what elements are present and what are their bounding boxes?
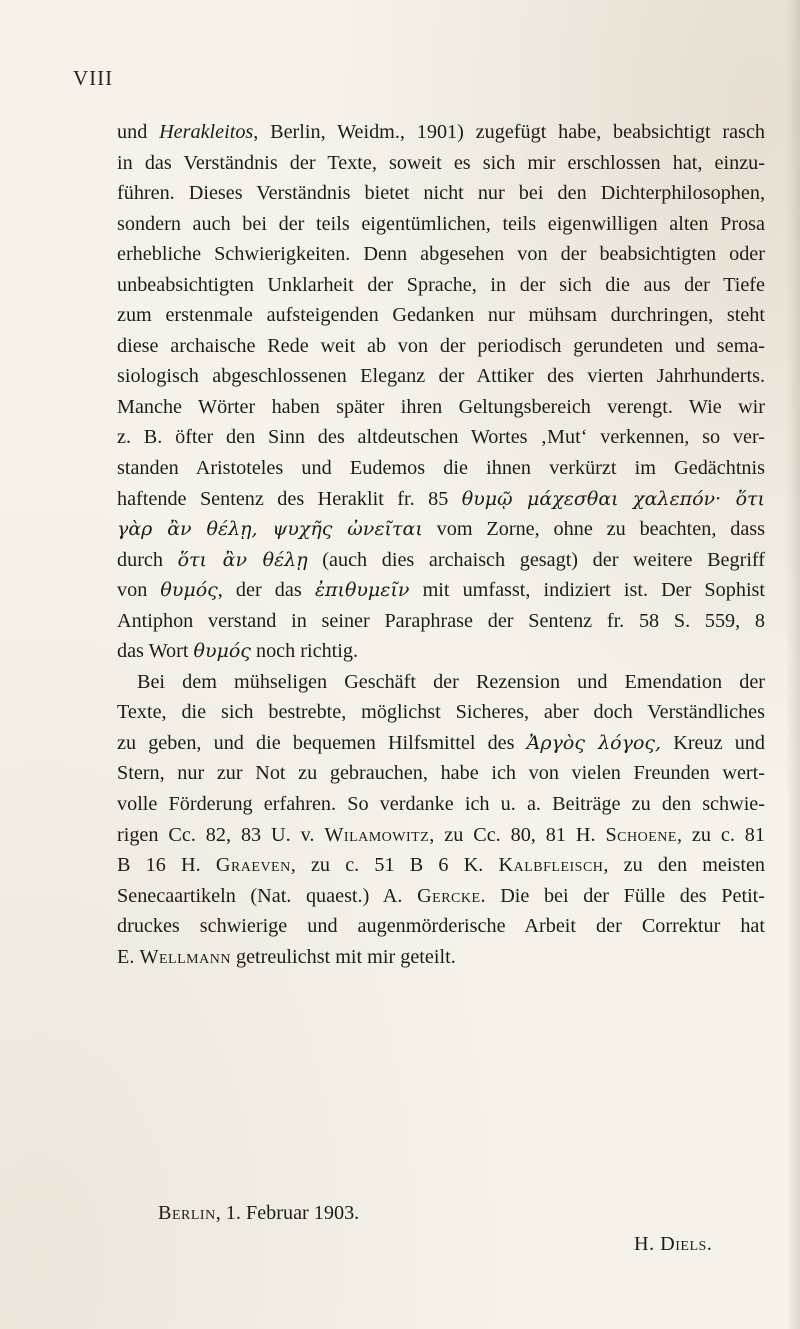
text-run: , zu c. 81 bbox=[676, 823, 765, 846]
text-run: durch bbox=[117, 548, 178, 571]
text-line: standen Aristoteles und Eudemos die ihnen verkürzt im Gedächtnis bbox=[117, 457, 765, 480]
text-run: mit umfasst, indiziert ist. Der Sophist bbox=[409, 579, 766, 602]
text-run: vom Zorne, ohne zu beachten, dass bbox=[422, 518, 765, 541]
greek-word: θυμός bbox=[193, 640, 251, 663]
text-line bbox=[117, 545, 765, 576]
text-line bbox=[117, 484, 765, 515]
person-name: Schoene bbox=[605, 823, 677, 846]
text-line bbox=[117, 820, 765, 851]
text-line: in das Verständnis der Texte, soweit es sich mir erschlossen hat, einzu- bbox=[117, 151, 765, 174]
text-line: druckes schwierige und augenmörderische Arbeit der Correktur hat bbox=[117, 915, 765, 938]
text-line bbox=[117, 728, 765, 759]
text-line: diese archaische Rede weit ab von der periodisch gerundeten und sema- bbox=[117, 334, 765, 357]
person-name: Kalbfleisch bbox=[498, 854, 604, 877]
text-run: (auch dies archaisch gesagt) der weitere Begriff bbox=[307, 548, 766, 571]
text-run: , zu Cc. 80, 81 H. bbox=[429, 823, 606, 846]
text-line: unbeabsichtigten Unklarheit der Sprache, in der sich die aus der Tiefe bbox=[117, 273, 765, 296]
text-line bbox=[117, 117, 765, 148]
text-run: zu geben, und die bequemen Hilfsmittel des bbox=[117, 731, 527, 754]
text-run: E. bbox=[117, 945, 140, 968]
text-line bbox=[117, 942, 765, 973]
text-run: das Wort bbox=[117, 640, 194, 663]
greek-quote: θυμῷ μάχεσθαι χαλεπόν· ὅτι bbox=[461, 487, 765, 510]
text-line: volle Förderung erfahren. So verdanke ich u. a. Beiträge zu den schwie- bbox=[117, 793, 765, 816]
text-run: B 16 H. bbox=[117, 854, 216, 877]
author-signature: H. Diels. bbox=[634, 1233, 713, 1255]
text-run: , zu c. 51 B 6 K. bbox=[290, 854, 499, 877]
person-name: Gercke bbox=[417, 884, 481, 907]
text-line bbox=[117, 881, 765, 912]
text-run: getreulichst mit mir geteilt. bbox=[230, 945, 456, 968]
page-edge-shadow bbox=[786, 0, 800, 1329]
text-line: sondern auch bei der teils eigentümlichen, teils eigenwilligen alten Prosa bbox=[117, 212, 765, 235]
signature-place-date bbox=[158, 1202, 359, 1225]
text-line: Manche Wörter haben später ihren Geltungsbereich verengt. Wie wir bbox=[117, 395, 765, 418]
text-line bbox=[117, 636, 765, 667]
book-title: Herakleitos bbox=[159, 121, 254, 143]
text-run: , Berlin, Weidm., 1901) zugefügt habe, beabsichtigt rasch bbox=[253, 121, 766, 143]
person-name: Wellmann bbox=[139, 945, 231, 968]
greek-quote: ὅτι ἂν θέλῃ bbox=[177, 548, 308, 571]
text-line bbox=[117, 514, 765, 545]
text-run: noch richtig. bbox=[250, 640, 359, 663]
text-line: Antiphon verstand in seiner Paraphrase der Sentenz fr. 58 S. 559, 8 bbox=[117, 609, 765, 632]
text-line: erhebliche Schwierigkeiten. Denn abgesehen von der beabsichtigten oder bbox=[117, 243, 765, 266]
text-line: z. B. öfter den Sinn des altdeutschen Wortes ‚Mut‘ verkennen, so ver- bbox=[117, 426, 765, 449]
text-run: haftende Sentenz des Heraklit fr. 85 bbox=[117, 487, 462, 510]
text-run: rigen Cc. 82, 83 U. v. bbox=[117, 823, 325, 846]
text-run: Kreuz und bbox=[661, 731, 765, 754]
text-line: siologisch abgeschlossenen Eleganz der Attiker des vierten Jahrhunderts. bbox=[117, 365, 765, 388]
greek-word: ἐπιθυμεῖν bbox=[314, 579, 410, 602]
text-run: , zu den meisten bbox=[603, 854, 766, 877]
greek-word: θυμός bbox=[160, 579, 218, 602]
place-name: Berlin bbox=[158, 1202, 216, 1224]
page-number: VIII bbox=[73, 66, 114, 90]
person-name: Wilamowitz bbox=[324, 823, 430, 846]
date-text: , 1. Februar 1903. bbox=[215, 1202, 360, 1224]
text-run: Senecaartikeln (Nat. quaest.) A. bbox=[117, 884, 418, 907]
text-line: Stern, nur zur Not zu gebrauchen, habe ich von vielen Freunden wert- bbox=[117, 762, 765, 785]
text-run: von bbox=[117, 579, 161, 602]
text-run: , der das bbox=[217, 579, 315, 602]
text-line: Bei dem mühseligen Geschäft der Rezension und Emendation der bbox=[137, 670, 765, 693]
text-line bbox=[117, 850, 765, 881]
text-line: führen. Dieses Verständnis bietet nicht nur bei den Dichterphilosophen, bbox=[117, 182, 765, 205]
preface-body bbox=[117, 117, 765, 972]
text-run: und bbox=[117, 121, 160, 143]
greek-term: Ἀργὸς λόγος, bbox=[526, 731, 662, 754]
text-line: Texte, die sich bestrebte, möglichst Sicheres, aber doch Verständliches bbox=[117, 701, 765, 724]
person-name: Graeven bbox=[215, 854, 291, 877]
greek-quote: γὰρ ἂν θέλῃ, ψυχῆς ὠνεῖται bbox=[117, 518, 423, 541]
text-line: zum erstenmale aufsteigenden Gedanken nur mühsam durchringen, steht bbox=[117, 304, 765, 327]
text-run: . Die bei der Fülle des Petit- bbox=[480, 884, 766, 907]
text-line bbox=[117, 575, 765, 606]
